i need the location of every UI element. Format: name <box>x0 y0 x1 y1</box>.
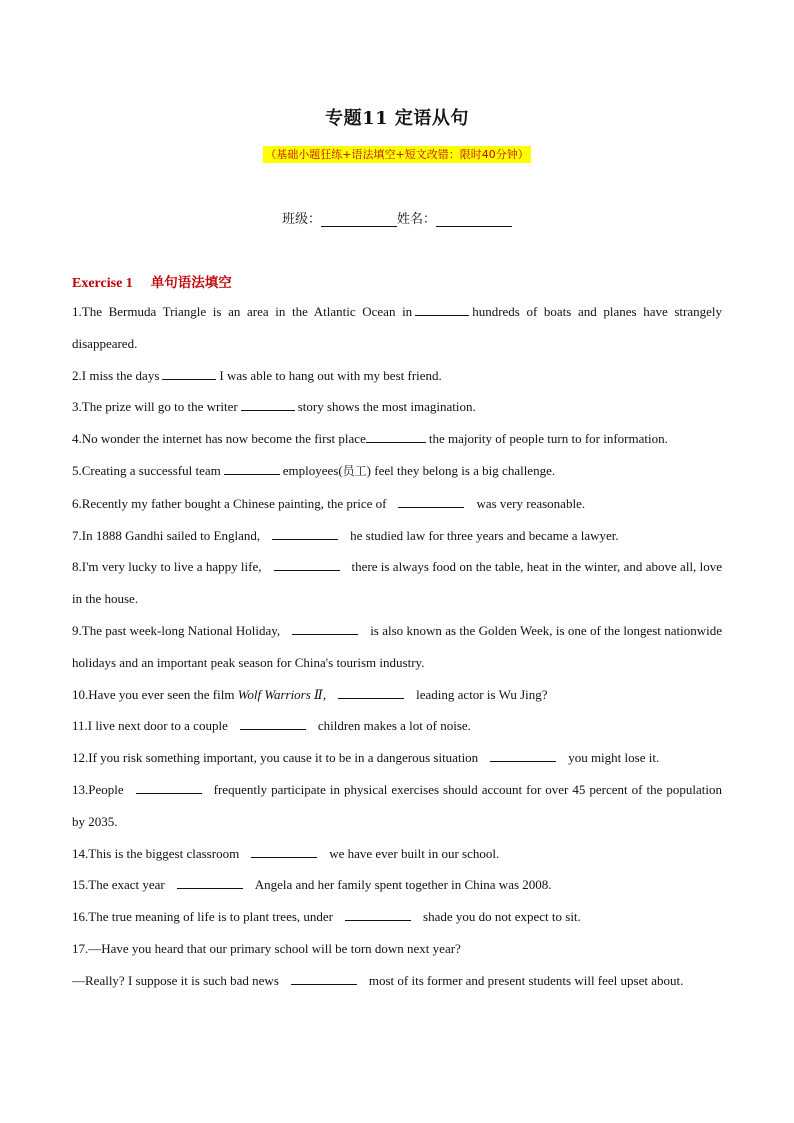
answer-blank[interactable] <box>274 557 340 571</box>
class-label: 班级： <box>281 212 321 227</box>
question-text: there is always food on the table, heat in the winter, and above all, love in the house. <box>72 559 723 607</box>
question-text: I was able to hang out with my best friend. <box>219 367 442 383</box>
question-list <box>72 296 722 997</box>
page-title: 专题11 定语从句 <box>325 108 469 129</box>
question-text: most of its former and present students will feel upset about. <box>368 972 684 988</box>
answer-blank[interactable] <box>162 366 216 380</box>
question-text: 9.The past week-long National Holiday, <box>72 622 281 638</box>
question-text: was very reasonable. <box>476 495 586 511</box>
name-label: 姓名： <box>397 212 437 227</box>
question-text: 2.I miss the days <box>72 367 160 383</box>
section-heading <box>72 271 232 292</box>
question-15 <box>72 869 722 901</box>
answer-blank[interactable] <box>415 302 469 316</box>
answer-blank[interactable] <box>136 780 202 794</box>
answer-blank[interactable] <box>338 685 404 699</box>
question-text: the majority of people turn to for information. <box>428 431 668 447</box>
question-10 <box>72 679 722 711</box>
question-text: he studied law for three years and became a lawyer. <box>350 527 619 543</box>
question-12 <box>72 742 722 774</box>
question-9 <box>72 615 722 679</box>
question-text: hundreds of boats and planes have strangely disappeared. <box>72 304 722 351</box>
question-text: 15.The exact year <box>72 877 165 893</box>
question-text: leading actor is Wu Jing? <box>416 686 548 702</box>
question-text: 1.The Bermuda Triangle is an area in the Atlantic Ocean in <box>72 304 413 319</box>
question-8 <box>72 551 722 615</box>
question-text: employees( <box>282 462 343 478</box>
question-6 <box>72 488 722 520</box>
page-subtitle: （基础小题狂练+语法填空+短文改错：限时40分钟） <box>265 148 529 161</box>
question-2 <box>72 360 722 392</box>
question-text: 14.This is the biggest classroom <box>72 845 240 861</box>
question-text: ) feel they belong is a big challenge. <box>366 462 556 478</box>
question-text: 4.No wonder the internet has now become the first place <box>72 431 366 447</box>
question-1 <box>72 296 722 360</box>
question-13 <box>72 774 722 838</box>
class-blank[interactable] <box>321 212 397 227</box>
question-7 <box>72 520 722 552</box>
question-11 <box>72 710 722 742</box>
question-text: 7.In 1888 Gandhi sailed to England, <box>72 527 261 543</box>
question-text: 3.The prize will go to the writer <box>72 399 238 415</box>
question-text: Angela and her family spent together in China was 2008. <box>254 877 552 893</box>
film-title: Wolf Warriors Ⅱ <box>237 686 323 702</box>
question-14 <box>72 838 722 870</box>
question-text: 5.Creating a successful team <box>72 462 221 478</box>
question-4 <box>72 423 722 455</box>
answer-blank[interactable] <box>490 748 556 762</box>
answer-blank[interactable] <box>345 907 411 921</box>
answer-blank[interactable] <box>241 397 295 411</box>
question-text: , <box>322 686 327 702</box>
answer-blank[interactable] <box>224 461 280 475</box>
answer-blank[interactable] <box>272 526 338 540</box>
question-text: is also known as the Golden Week, is one of the longest nationwide holidays and an important peak season for China's tourism industry. <box>72 622 722 670</box>
question-3 <box>72 391 722 423</box>
question-16 <box>72 901 722 933</box>
answer-blank[interactable] <box>398 494 464 508</box>
question-17-reply <box>72 965 722 997</box>
name-blank[interactable] <box>436 212 512 227</box>
chinese-gloss: 员工 <box>342 463 367 478</box>
answer-blank[interactable] <box>292 621 358 635</box>
question-text: we have ever built in our school. <box>329 845 500 861</box>
question-text: frequently participate in physical exercises should account for over 45 percent of the population by 2035. <box>72 781 722 829</box>
question-text: shade you do not expect to sit. <box>423 909 581 925</box>
question-17 <box>72 933 722 965</box>
question-text: 8.I'm very lucky to live a happy life, <box>72 559 262 575</box>
question-text: story shows the most imagination. <box>297 399 476 415</box>
subtitle-container <box>0 145 794 163</box>
question-text: children makes a lot of noise. <box>317 718 471 734</box>
question-text: 17.—Have you heard that our primary school will be torn down next year? <box>72 940 461 956</box>
answer-blank[interactable] <box>177 875 243 889</box>
exercise-title: 单句语法填空 <box>150 275 232 291</box>
question-text: 16.The true meaning of life is to plant trees, under <box>72 909 334 925</box>
answer-blank[interactable] <box>240 716 306 730</box>
answer-blank[interactable] <box>291 971 357 985</box>
question-text: 12.If you risk something important, you cause it to be in a dangerous situation <box>72 750 479 766</box>
question-text: 11.I live next door to a couple <box>72 718 228 734</box>
answer-blank[interactable] <box>251 844 317 858</box>
answer-blank[interactable] <box>366 429 426 443</box>
exercise-label: Exercise 1 <box>72 276 133 291</box>
question-text: 13.People <box>72 781 124 797</box>
class-name-line <box>0 208 794 227</box>
question-text: —Really? I suppose it is such bad news <box>72 972 279 988</box>
question-text: 10.Have you ever seen the film <box>72 686 235 702</box>
question-text: you might lose it. <box>568 750 660 766</box>
question-text: 6.Recently my father bought a Chinese painting, the price of <box>72 495 387 511</box>
question-5 <box>72 455 722 488</box>
